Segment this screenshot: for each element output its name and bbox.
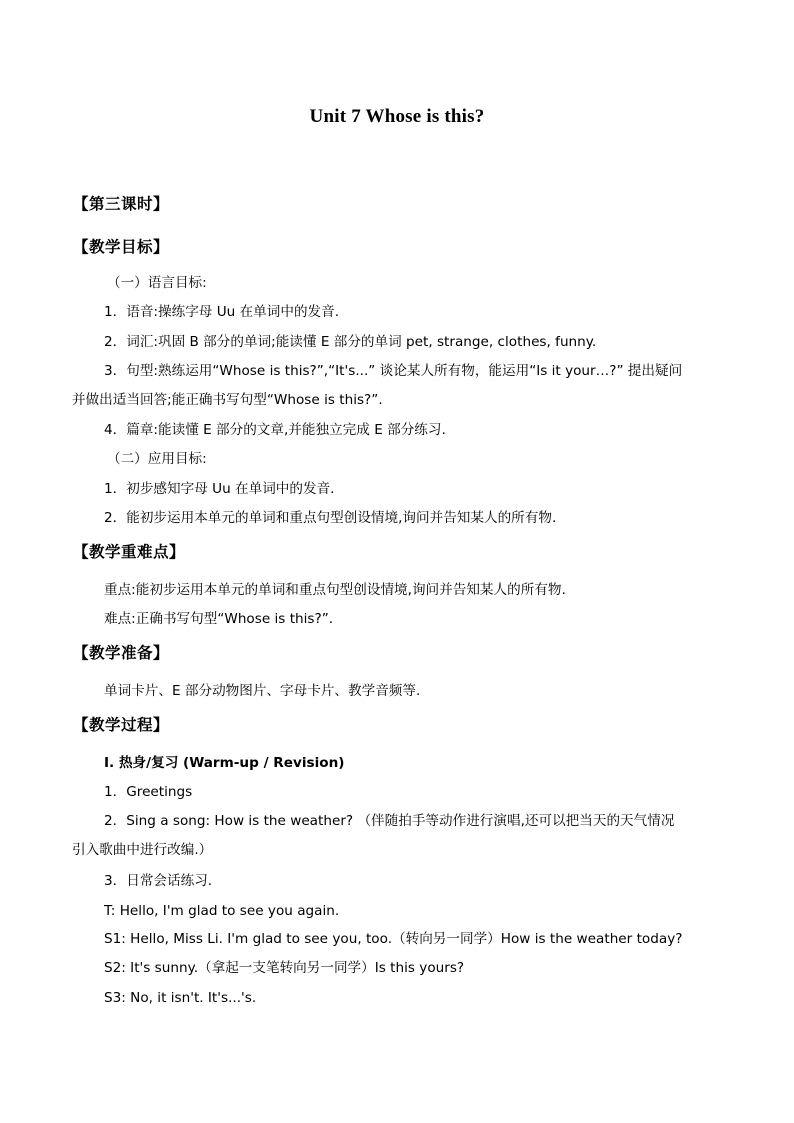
process-step-title: I. 热身/复习 (Warm-up / Revision): [104, 755, 345, 771]
objective-item: 1．语音:操练字母 Uu 在单词中的发音.: [104, 304, 340, 320]
keypoint-item: 难点:正确书写句型“Whose is this?”.: [104, 611, 334, 627]
dialogue-line: S2: It's sunny.（拿起一支笔转向另一同学）Is this yours?: [104, 960, 465, 976]
objective-item: 1．初步感知字母 Uu 在单词中的发音.: [104, 481, 335, 497]
document-title: Unit 7 Whose is this?: [309, 106, 485, 127]
section-lesson-heading: 【第三课时】: [73, 195, 170, 213]
section-keypoints-heading: 【教学重难点】: [73, 543, 186, 561]
process-line-continued: 引入歌曲中进行改编.）: [72, 842, 213, 858]
prep-text: 单词卡片、E 部分动物图片、字母卡片、教学音频等.: [104, 683, 421, 699]
section-process-heading: 【教学过程】: [73, 716, 170, 734]
process-line: 3．日常会话练习.: [104, 873, 213, 889]
process-line: 1．Greetings: [104, 784, 193, 800]
process-line: 2．Sing a song: How is the weather? （伴随拍手等动作进行演唱,还可以把当天的天气情况: [104, 813, 675, 829]
objective-item-continued: 并做出适当回答;能正确书写句型“Whose is this?”.: [72, 392, 383, 408]
objective-item: 3．句型:熟练运用“Whose is this?”,“It's...” 谈论某人所有物，能运用“Is it your…?” 提出疑问: [104, 363, 683, 379]
section-objectives-heading: 【教学目标】: [73, 238, 170, 256]
section-prep-heading: 【教学准备】: [73, 644, 170, 662]
dialogue-line: S3: No, it isn't. It's...'s.: [104, 990, 257, 1006]
dialogue-line: T: Hello, I'm glad to see you again.: [104, 903, 340, 919]
dialogue-line: S1: Hello, Miss Li. I'm glad to see you, too.（转向另一同学）How is the weather today?: [104, 931, 683, 947]
keypoint-item: 重点:能初步运用本单元的单词和重点句型创设情境,询问并告知某人的所有物.: [104, 582, 566, 598]
objective-item: 2．能初步运用本单元的单词和重点句型创设情境,询问并告知某人的所有物.: [104, 510, 557, 526]
language-objectives-header: （一）语言目标:: [107, 275, 207, 291]
objective-item: 4．篇章:能读懂 E 部分的文章,并能独立完成 E 部分练习.: [104, 422, 446, 438]
objective-item: 2．词汇:巩固 B 部分的单词;能读懂 E 部分的单词 pet, strange, clothes, funny.: [104, 334, 597, 350]
application-objectives-header: （二）应用目标:: [107, 451, 207, 467]
